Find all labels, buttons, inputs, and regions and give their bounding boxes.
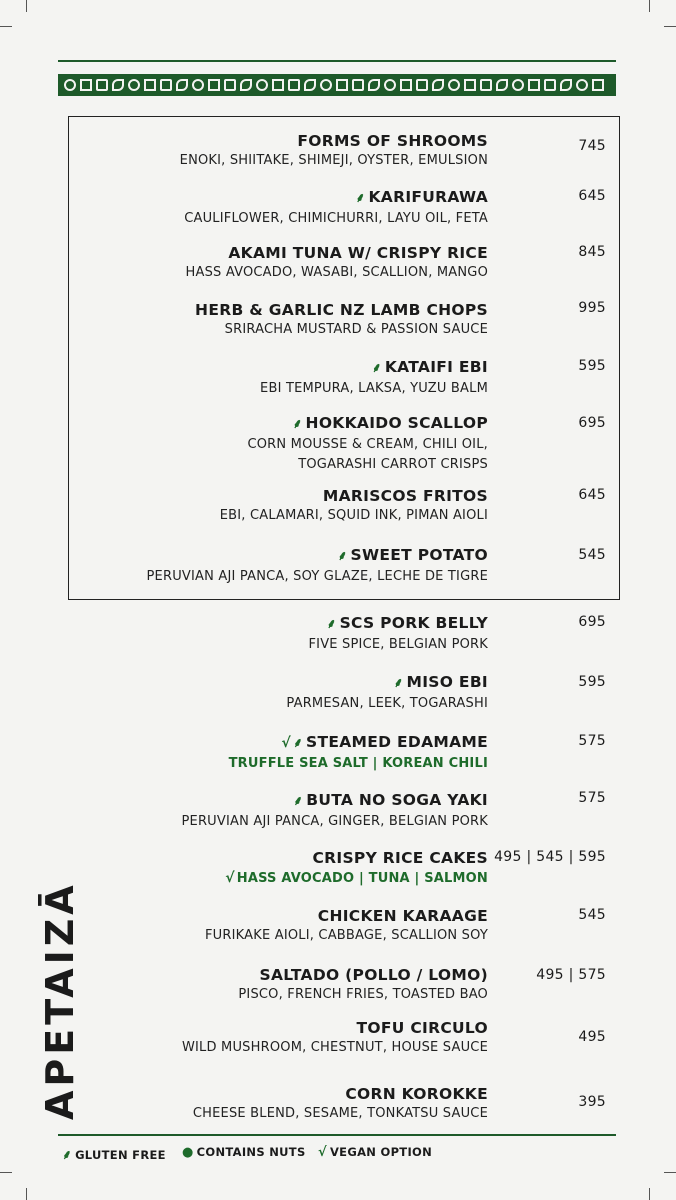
wheat-icon: ⸙	[371, 361, 382, 376]
wheat-icon: ⸙	[292, 736, 304, 751]
item-description: PERUVIAN AJI PANCA, GINGER, BELGIAN PORK	[181, 814, 488, 829]
crop-mark	[649, 1188, 650, 1200]
item-name: ⸙ HOKKAIDO SCALLOP	[292, 414, 488, 432]
item-name: ⸙ MISO EBI	[393, 673, 488, 691]
top-rule	[58, 60, 616, 62]
pattern-glyph	[544, 79, 556, 91]
menu-item-scs-pork-belly	[70, 613, 488, 655]
pattern-glyph	[208, 79, 220, 91]
item-price: 575	[578, 733, 606, 749]
item-description: WILD MUSHROOM, CHESTNUT, HOUSE SAUCE	[181, 1040, 488, 1055]
menu-item-akami-tuna	[70, 243, 488, 283]
pattern-glyph	[288, 79, 300, 91]
bottom-rule	[58, 1134, 616, 1136]
pattern-glyph	[320, 79, 332, 91]
crop-mark	[664, 26, 676, 27]
item-name: HERB & GARLIC NZ LAMB CHOPS	[195, 301, 488, 319]
item-price: 545	[578, 547, 606, 563]
leaf-icon: √	[281, 735, 291, 751]
crop-mark	[664, 1172, 676, 1173]
pattern-glyph	[128, 79, 140, 91]
menu-item-forms-of-shrooms	[70, 131, 488, 171]
item-description: CAULIFLOWER, CHIMICHURRI, LAYU OIL, FETA	[184, 211, 488, 226]
item-name: SALTADO (POLLO / LOMO)	[259, 966, 488, 984]
pattern-glyph	[416, 79, 428, 91]
decorative-pattern-band	[58, 74, 616, 96]
item-price: 645	[578, 487, 606, 503]
wheat-icon: ⸙	[355, 191, 366, 206]
item-name: FORMS OF SHROOMS	[297, 132, 488, 150]
menu-item-corn-korokke	[70, 1084, 488, 1124]
item-name: CORN KOROKKE	[345, 1085, 488, 1103]
pattern-glyph	[96, 79, 108, 91]
item-price: 995	[578, 300, 606, 316]
item-name: √ ⸙ STEAMED EDAMAME	[281, 733, 488, 751]
nut-icon: ●	[182, 1145, 194, 1160]
item-description: PERUVIAN AJI PANCA, SOY GLAZE, LECHE DE TIGRE	[146, 569, 488, 584]
item-price: 745	[578, 138, 606, 154]
wheat-icon: ⸙	[393, 676, 404, 691]
menu-item-miso-ebi	[70, 672, 488, 714]
pattern-glyph	[432, 79, 444, 91]
item-name: CHICKEN KARAAGE	[317, 907, 488, 925]
pattern-glyph	[576, 79, 588, 91]
item-description: PARMESAN, LEEK, TOGARASHI	[286, 696, 488, 711]
item-name: TOFU CIRCULO	[356, 1019, 488, 1037]
section-title: APETAIZĀ	[38, 881, 82, 1120]
wheat-icon: ⸙	[292, 417, 303, 432]
pattern-glyph	[80, 79, 92, 91]
item-name: ⸙ BUTA NO SOGA YAKI	[293, 791, 488, 809]
item-description: PISCO, FRENCH FRIES, TOASTED BAO	[238, 987, 488, 1002]
menu-item-saltado	[70, 965, 488, 1005]
pattern-glyph	[480, 79, 492, 91]
item-price: 545	[578, 907, 606, 923]
pattern-glyph	[448, 79, 460, 91]
item-price: 595	[578, 358, 606, 374]
menu-item-buta-no-soga-yaki	[70, 790, 488, 832]
menu-item-hokkaido-scallop	[70, 413, 488, 475]
pattern-glyph	[112, 79, 124, 91]
item-description: EBI, CALAMARI, SQUID INK, PIMAN AIOLI	[219, 508, 488, 523]
pattern-glyph	[224, 79, 236, 91]
menu-item-lamb-chops	[70, 300, 488, 340]
pattern-glyph	[256, 79, 268, 91]
pattern-glyph	[352, 79, 364, 91]
item-description: FIVE SPICE, BELGIAN PORK	[308, 637, 488, 652]
item-description: EBI TEMPURA, LAKSA, YUZU BALM	[260, 381, 488, 396]
pattern-glyph	[160, 79, 172, 91]
item-description: TRUFFLE SEA SALT | KOREAN CHILI	[228, 756, 488, 771]
item-price: 845	[578, 244, 606, 260]
pattern-glyph	[272, 79, 284, 91]
crop-mark	[649, 0, 650, 12]
item-name: AKAMI TUNA W/ CRISPY RICE	[228, 244, 488, 262]
wheat-icon: ⸙	[62, 1148, 73, 1163]
item-price: 575	[578, 790, 606, 806]
item-description: CHEESE BLEND, SESAME, TONKATSU SAUCE	[192, 1106, 488, 1121]
pattern-glyph	[144, 79, 156, 91]
item-description: CORN MOUSSE & CREAM, CHILI OIL,	[247, 437, 488, 452]
item-price: 395	[578, 1094, 606, 1110]
wheat-icon: ⸙	[326, 617, 337, 632]
pattern-glyph	[368, 79, 380, 91]
item-price: 595	[578, 674, 606, 690]
item-price: 495 | 575	[536, 967, 606, 983]
menu-item-sweet-potato	[70, 545, 488, 587]
item-price: 495 | 545 | 595	[494, 849, 606, 865]
item-name: CRISPY RICE CAKES	[312, 849, 488, 867]
item-price: 495	[578, 1029, 606, 1045]
item-description: HASS AVOCADO, WASABI, SCALLION, MANGO	[185, 265, 488, 280]
item-name: ⸙ SCS PORK BELLY	[326, 614, 488, 632]
item-name: ⸙ KARIFURAWA	[355, 188, 488, 206]
crop-mark	[26, 1188, 27, 1200]
leaf-icon: √	[318, 1145, 327, 1160]
pattern-glyph	[560, 79, 572, 91]
leaf-icon: √	[225, 870, 235, 886]
pattern-glyph	[192, 79, 204, 91]
item-description: √ HASS AVOCADO | TUNA | SALMON	[225, 870, 488, 886]
item-price: 695	[578, 614, 606, 630]
item-description-line2: TOGARASHI CARROT CRISPS	[298, 457, 488, 472]
menu-item-mariscos-fritos	[70, 486, 488, 526]
crop-mark	[0, 1172, 12, 1173]
item-description: FURIKAKE AIOLI, CABBAGE, SCALLION SOY	[205, 928, 488, 943]
pattern-glyph	[384, 79, 396, 91]
menu-item-karifurawa	[70, 187, 488, 229]
pattern-glyph	[496, 79, 508, 91]
crop-mark	[26, 0, 27, 12]
pattern-glyph	[512, 79, 524, 91]
pattern-glyph	[400, 79, 412, 91]
item-name: ⸙ SWEET POTATO	[337, 546, 488, 564]
menu-item-tofu-circulo	[70, 1018, 488, 1058]
item-price: 695	[578, 415, 606, 431]
item-description: ENOKI, SHIITAKE, SHIMEJI, OYSTER, EMULSION	[179, 153, 488, 168]
menu-item-kataifi-ebi	[70, 357, 488, 399]
item-price: 645	[578, 188, 606, 204]
menu-item-steamed-edamame	[70, 732, 488, 774]
menu-item-crispy-rice-cakes	[70, 848, 488, 889]
pattern-glyph	[464, 79, 476, 91]
legend-contains-nuts: ● CONTAINS NUTS	[182, 1145, 306, 1160]
item-name: MARISCOS FRITOS	[322, 487, 488, 505]
pattern-glyph	[176, 79, 188, 91]
pattern-glyph	[304, 79, 316, 91]
item-name: ⸙ KATAIFI EBI	[371, 358, 488, 376]
pattern-glyph	[592, 79, 604, 91]
pattern-glyph	[64, 79, 76, 91]
legend-gluten-free: ⸙ GLUTEN FREE	[62, 1148, 166, 1163]
pattern-glyph	[528, 79, 540, 91]
menu-item-chicken-karaage	[70, 906, 488, 946]
crop-mark	[0, 26, 12, 27]
pattern-glyph	[240, 79, 252, 91]
wheat-icon: ⸙	[337, 549, 348, 564]
item-description: SRIRACHA MUSTARD & PASSION SAUCE	[224, 322, 488, 337]
pattern-glyph	[336, 79, 348, 91]
wheat-icon: ⸙	[293, 794, 304, 809]
legend-vegan: √ VEGAN OPTION	[318, 1145, 433, 1160]
